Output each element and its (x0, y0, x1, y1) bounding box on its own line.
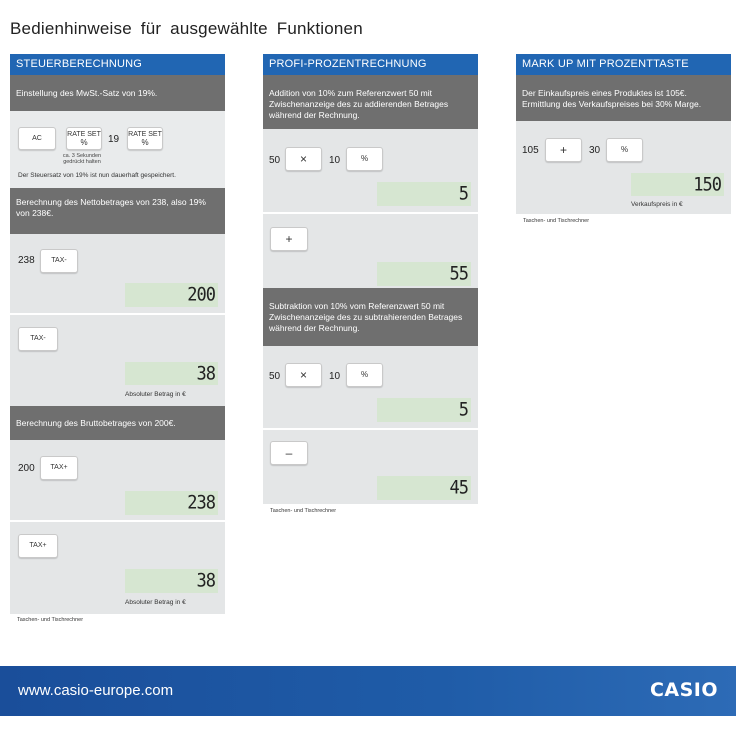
input-number: 30 (589, 145, 601, 156)
step-area (516, 121, 731, 214)
tax-calculation-column (10, 54, 225, 614)
step-description: Berechnung des Bruttobetrages von 200€. (10, 406, 225, 440)
rate-set-key[interactable] (127, 127, 163, 150)
plus-key[interactable]: + (270, 227, 308, 251)
tax-plus-key[interactable]: TAX+ (18, 534, 58, 558)
display-value: 150 (693, 173, 721, 196)
lcd-display (125, 283, 218, 307)
step-description: Subtraktion von 10% vom Referenzwert 50 mit Zwischenanzeige des zu subtrahierenden Betrages während der Rechnung. (263, 288, 478, 346)
column-header: MARK UP MIT PROZENTTASTE (516, 54, 731, 75)
website-link[interactable]: www.casio-europe.com (18, 682, 174, 699)
step-area-separator (263, 212, 478, 214)
footer-bottom-strip (0, 716, 736, 736)
tax-minus-key[interactable]: TAX- (18, 327, 58, 351)
column-header: STEUERBERECHNUNG (10, 54, 225, 75)
rate-set-key[interactable] (66, 127, 102, 150)
footnote: Taschen- und Tischrechner (523, 218, 590, 224)
markup-column (516, 54, 731, 214)
key-symbol: % (141, 137, 149, 147)
casio-logo: CASIO (649, 679, 718, 701)
key-label: RATE SET (67, 130, 101, 138)
step-description: Einstellung des MwSt.-Satz von 19%. (10, 75, 225, 111)
tax-minus-key[interactable]: TAX- (40, 249, 78, 273)
display-caption: Verkaufspreis in € (631, 201, 683, 208)
footer-bar (0, 666, 736, 716)
display-value: 38 (196, 570, 215, 592)
key-symbol: % (80, 137, 88, 147)
ac-key[interactable]: AC (18, 127, 56, 150)
lcd-display (377, 182, 471, 206)
page-title: Bedienhinweise für ausgewählte Funktionen (10, 19, 363, 38)
input-number: 105 (522, 145, 539, 156)
lcd-display (631, 173, 724, 196)
column-header: PROFI-PROZENTRECHNUNG (263, 54, 478, 75)
lcd-display (125, 569, 218, 593)
input-number: 10 (329, 371, 341, 382)
display-value: 45 (449, 477, 468, 499)
key-label: RATE SET (128, 130, 162, 138)
input-number: 50 (269, 371, 281, 382)
display-value: 200 (187, 284, 215, 306)
step-area-separator (263, 428, 478, 430)
display-caption: Absoluter Betrag in € (125, 599, 186, 606)
percent-key[interactable]: % (346, 147, 383, 171)
lcd-display (125, 362, 218, 385)
input-number: 200 (18, 463, 35, 474)
input-number: 50 (269, 155, 281, 166)
step-area-separator (10, 313, 225, 315)
tax-plus-key[interactable]: TAX+ (40, 456, 78, 480)
step-description: Addition von 10% zum Referenzwert 50 mit Zwischenanzeige des zu addierenden Betrages während der Rechnung. (263, 75, 478, 129)
display-value: 238 (187, 492, 215, 514)
plus-key[interactable]: + (545, 138, 582, 162)
lcd-display (377, 398, 471, 422)
display-value: 5 (458, 183, 468, 205)
saved-note: Der Steuersatz von 19% ist nun dauerhaft gespeichert. (18, 172, 176, 179)
lcd-display (377, 476, 471, 500)
multiply-key[interactable]: × (285, 363, 322, 387)
percent-key[interactable]: % (346, 363, 383, 387)
hold-note: ca. 3 Sekunden gedrückt halten (62, 153, 102, 165)
footnote: Taschen- und Tischrechner (270, 508, 337, 514)
step-description: Berechnung des Nettobetrages von 238, also 19% von 238€. (10, 188, 225, 234)
display-value: 5 (458, 399, 468, 421)
footnote: Taschen- und Tischrechner (17, 617, 84, 623)
multiply-key[interactable]: × (285, 147, 322, 171)
step-description: Der Einkaufspreis eines Produktes ist 105€. Ermittlung des Verkaufspreises bei 30% Marge. (516, 75, 731, 121)
display-caption: Absoluter Betrag in € (125, 391, 186, 398)
input-number: 238 (18, 255, 35, 266)
step-area-separator (10, 520, 225, 522)
display-value: 38 (196, 362, 215, 385)
display-value: 55 (449, 263, 468, 285)
lcd-display (377, 262, 471, 286)
percentage-calculation-column (263, 54, 478, 504)
minus-key[interactable]: – (270, 441, 308, 465)
input-number: 10 (329, 155, 341, 166)
lcd-display (125, 491, 218, 515)
input-number: 19 (108, 134, 120, 145)
percent-key[interactable]: % (606, 138, 643, 162)
